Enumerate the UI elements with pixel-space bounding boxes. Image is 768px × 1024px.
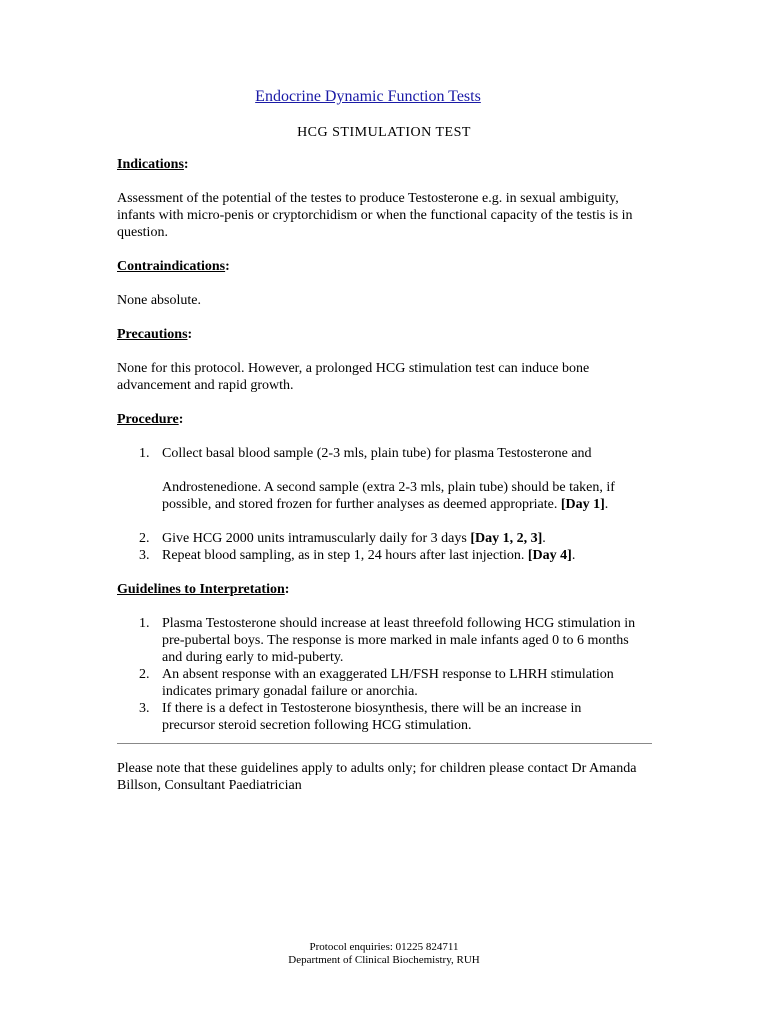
- guideline-item: 2. An absent response with an exaggerated LH/FSH response to LHRH stimulation indicates primary gonadal failure or anorchia.: [139, 667, 614, 699]
- adults-only-note: Please note that these guidelines apply to adults only; for children please contact Dr Amanda Billson, Consultant Paediatrician: [117, 761, 637, 793]
- indications-heading: Indications:: [117, 157, 189, 172]
- footer-department: Department of Clinical Biochemistry, RUH: [288, 954, 480, 966]
- document-body: [117, 156, 657, 794]
- indications-text: Assessment of the potential of the testes to produce Testosterone e.g. in sexual ambiguity, infants with micro-penis or cryptorchidism or when the functional capacity of the testis is in question.: [117, 191, 633, 240]
- document-title-link[interactable]: Endocrine Dynamic Function Tests: [255, 88, 481, 105]
- guidelines-list: [117, 615, 657, 734]
- test-title: HCG STIMULATION TEST: [297, 125, 471, 140]
- guidelines-heading: Guidelines to Interpretation:: [117, 582, 290, 597]
- procedure-heading: Procedure:: [117, 412, 184, 427]
- page-footer: [0, 941, 768, 967]
- contraindications-heading: Contraindications:: [117, 259, 230, 274]
- guideline-item: 3. If there is a defect in Testosterone biosynthesis, there will be an increase in precursor steroid secretion following HCG stimulation.: [139, 701, 582, 733]
- footer-enquiries: Protocol enquiries: 01225 824711: [309, 941, 459, 953]
- precautions-heading: Precautions:: [117, 327, 193, 342]
- procedure-step: 1. Collect basal blood sample (2-3 mls, plain tube) for plasma Testosterone and Androstenedione. A second sample (extra 2-3 mls, plain tube) should be taken, if possible, and stored frozen for further analyses as deemed appropriate. [Day 1].: [139, 446, 615, 512]
- procedure-step: 2. Give HCG 2000 units intramuscularly daily for 3 days [Day 1, 2, 3].: [139, 531, 546, 546]
- guideline-item: 1. Plasma Testosterone should increase at least threefold following HCG stimulation in pre-pubertal boys. The response is more marked in male infants aged 0 to 6 months and during early to mid-puberty.: [139, 616, 636, 665]
- contraindications-text: None absolute.: [117, 293, 201, 308]
- procedure-step: 3. Repeat blood sampling, as in step 1, 24 hours after last injection. [Day 4].: [139, 548, 576, 563]
- precautions-text: None for this protocol. However, a prolonged HCG stimulation test can induce bone advancement and rapid growth.: [117, 361, 590, 393]
- procedure-list: [117, 445, 657, 564]
